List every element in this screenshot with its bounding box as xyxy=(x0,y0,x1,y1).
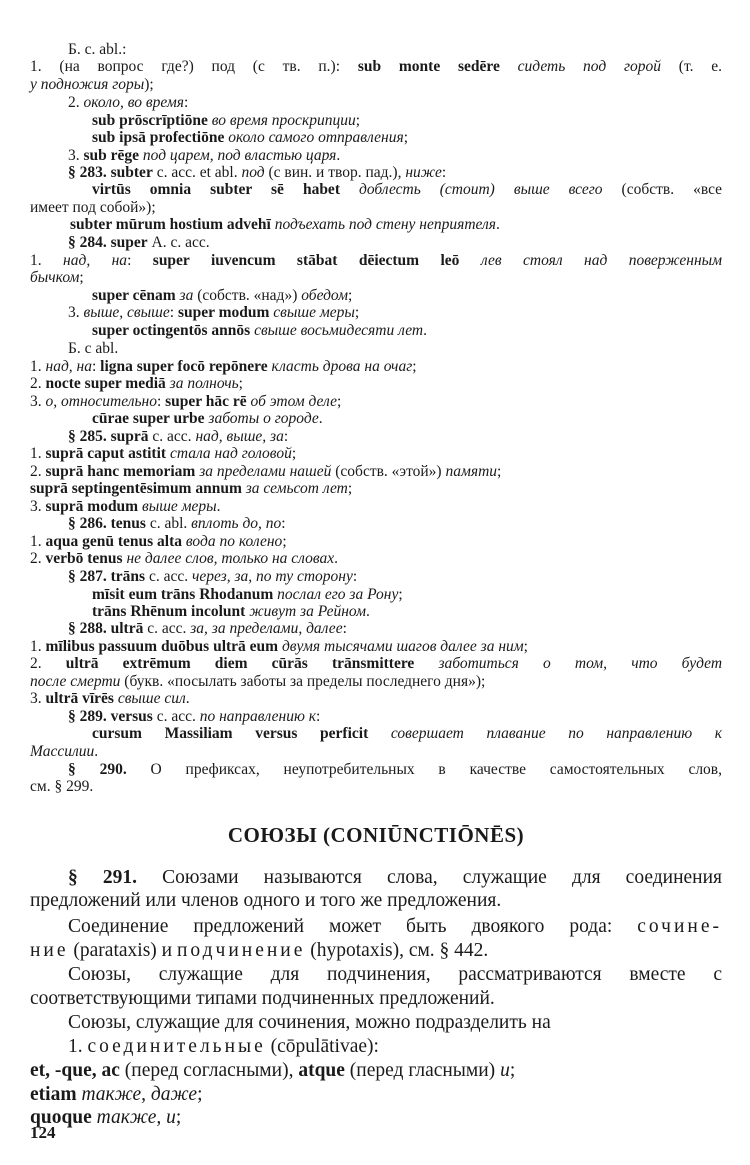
plain-text: Союзы, служащие для сочинения, можно подразделить на xyxy=(68,1012,551,1033)
text-line xyxy=(30,1059,722,1083)
translation-italic: также, и xyxy=(96,1107,176,1128)
translation-italic: доблесть (стоит) выше всего xyxy=(359,181,603,198)
latin-term: suprā modum xyxy=(45,498,139,515)
text-line xyxy=(30,742,722,761)
translation-italic: за семьсот лет xyxy=(245,480,348,497)
plain-text: c. abl. xyxy=(145,515,192,532)
section-title: СОЮЗЫ (CONIŪNCTIŌNĒS) xyxy=(227,823,525,847)
translation-italic: под царем, под властью царя xyxy=(142,147,337,164)
plain-text: 1. xyxy=(30,445,46,462)
plain-text: О префиксах, неупотребительных в качестве самостоятельных слов, xyxy=(126,761,723,778)
plain-text xyxy=(500,58,518,75)
translation-italic: вплоть до, по xyxy=(191,515,282,532)
latin-term: nocte super mediā xyxy=(45,375,166,392)
plain-text: 3. xyxy=(30,690,46,707)
latin-term: subter mūrum hostium advehī xyxy=(70,216,271,233)
text-line xyxy=(70,215,722,234)
text-line xyxy=(68,1035,722,1059)
text-line xyxy=(92,409,722,428)
translation-italic: двумя тысячами шагов далее за ним xyxy=(281,638,524,655)
plain-text: ; xyxy=(398,586,403,603)
latin-term: etiam xyxy=(30,1084,77,1105)
translation-italic: за xyxy=(179,287,194,304)
plain-text xyxy=(340,181,359,198)
spaced-term: сочине- xyxy=(637,916,722,937)
translation-italic: за полночь xyxy=(169,375,239,392)
text-line xyxy=(30,777,722,796)
plain-text: имеет под собой»); xyxy=(30,199,156,216)
text-line xyxy=(92,724,722,743)
text-line xyxy=(68,233,722,252)
text-line xyxy=(30,75,722,94)
book-page xyxy=(30,0,722,1165)
latin-term: super iuvencum stābat dēiectum leō xyxy=(152,252,460,269)
translation-italic: по направлению к xyxy=(199,708,317,725)
latin-term: cūrae super urbe xyxy=(92,410,205,427)
text-line xyxy=(68,303,722,322)
translation-italic: об этом деле xyxy=(250,393,338,410)
text-line xyxy=(30,549,722,568)
plain-text: 2. xyxy=(68,94,84,111)
latin-term: § 286. tenus xyxy=(68,515,146,532)
plain-text: (собств. «все xyxy=(602,181,723,198)
text-line xyxy=(30,374,722,393)
translation-italic: обедом xyxy=(301,287,348,304)
latin-term: super hāc rē xyxy=(165,393,247,410)
plain-text: c. acc. xyxy=(152,708,200,725)
translation-italic: над, на xyxy=(63,252,128,269)
plain-text: : xyxy=(342,620,347,637)
translation-italic: бычком xyxy=(30,269,80,286)
text-line xyxy=(30,689,722,708)
plain-text: Б. с. abl.: xyxy=(68,41,127,58)
plain-text: (parataxis) и xyxy=(68,940,177,961)
plain-text xyxy=(368,725,391,742)
translation-italic: у подножия горы xyxy=(30,76,145,93)
text-line xyxy=(30,889,722,913)
latin-term: § 290. xyxy=(68,761,127,778)
plain-text: . xyxy=(185,690,190,707)
plain-text xyxy=(459,252,480,269)
text-line xyxy=(30,987,722,1011)
latin-term: super modum xyxy=(177,304,270,321)
plain-text: ; xyxy=(347,287,353,304)
latin-term: sub prōscrīptiōne xyxy=(92,112,208,129)
plain-text: : xyxy=(352,568,358,585)
page-number: 124 xyxy=(30,1123,56,1142)
plain-text: ; xyxy=(523,638,528,655)
plain-text: . xyxy=(423,322,427,339)
latin-term: suprā hanc memoriam xyxy=(45,463,196,480)
plain-text: ; xyxy=(355,112,361,129)
translation-italic: свыше восьмидесяти лет xyxy=(254,322,424,339)
plain-text: (т. е. xyxy=(661,58,722,75)
text-line xyxy=(68,567,722,586)
latin-term: sub monte sedēre xyxy=(357,58,500,75)
plain-text: ; xyxy=(337,393,342,410)
latin-term: suprā caput astitit xyxy=(45,445,167,462)
latin-term: § 283. subter xyxy=(68,164,153,181)
translation-italic: над, выше, за xyxy=(195,428,284,445)
plain-text: А. с. acc. xyxy=(147,234,210,251)
translation-italic: после смерти xyxy=(30,673,121,690)
latin-term: atque xyxy=(298,1060,345,1081)
latin-term: § 287. trāns xyxy=(68,568,146,585)
plain-text: . xyxy=(216,498,221,515)
latin-term: quoque xyxy=(30,1107,92,1128)
plain-text: (собств. «над») xyxy=(193,287,302,304)
plain-text: : xyxy=(127,252,153,269)
latin-term: sub rēge xyxy=(83,147,140,164)
spaced-term: ние xyxy=(30,940,69,961)
plain-text: ; xyxy=(291,445,297,462)
translation-italic: памяти xyxy=(445,463,498,480)
plain-text: ; xyxy=(197,1084,203,1105)
plain-text: ; xyxy=(497,463,502,480)
text-line xyxy=(92,128,722,147)
translation-italic: под xyxy=(241,164,265,181)
plain-text: 3. xyxy=(68,304,84,321)
plain-text: (с вин. и твор. пад.), xyxy=(264,164,406,181)
plain-text: (букв. «посылать заботы за пределы последнего дня»); xyxy=(120,673,486,690)
latin-term: § 291. xyxy=(68,867,137,888)
plain-text: Союзами называются слова, служащие для соединения xyxy=(137,867,723,888)
plain-text: Б. с abl. xyxy=(68,340,119,357)
plain-text: 1. (на вопрос где?) под (с тв. п.): xyxy=(30,58,358,75)
latin-term: cursum Massiliam versus perficit xyxy=(92,725,369,742)
latin-term: sub ipsā profectiōne xyxy=(92,129,225,146)
plain-text: (перед согласными), xyxy=(119,1060,299,1081)
translation-italic: около, во время xyxy=(83,94,184,111)
plain-text: 1. xyxy=(68,1036,88,1057)
text-line xyxy=(92,180,722,199)
translation-italic: около самого отправления xyxy=(228,129,404,146)
plain-text: Союзы, служащие для подчинения, рассматриваются вместе с xyxy=(68,964,722,985)
plain-text: c. acc. et abl. xyxy=(152,164,242,181)
latin-term: § 288. ultrā xyxy=(68,620,144,637)
latin-term: suprā septingentēsimum annum xyxy=(30,480,242,497)
plain-text: . xyxy=(318,410,323,427)
plain-text: : xyxy=(91,358,101,375)
translation-italic: выше, свыше xyxy=(83,304,170,321)
translation-italic: за, за пределами, далее xyxy=(190,620,343,637)
plain-text: . xyxy=(336,147,341,164)
plain-text: ; xyxy=(238,375,243,392)
plain-text: : xyxy=(183,94,189,111)
plain-text: ; xyxy=(412,358,417,375)
plain-text: ; xyxy=(354,304,360,321)
plain-text xyxy=(414,655,438,672)
plain-text: ; xyxy=(282,533,287,550)
translation-italic: ниже xyxy=(405,164,442,181)
plain-text: 1. xyxy=(30,638,46,655)
text-line xyxy=(68,514,722,533)
plain-text: см. § 299. xyxy=(30,778,94,795)
plain-text: . xyxy=(334,550,338,567)
translation-italic: свыше сил xyxy=(117,690,186,707)
plain-text: : xyxy=(316,708,321,725)
plain-text: (cōpulātivae): xyxy=(265,1036,379,1057)
plain-text: (hypotaxis), см. § 442. xyxy=(305,940,489,961)
plain-text: c. acc. xyxy=(148,428,196,445)
plain-text: 2. xyxy=(30,655,66,672)
latin-term: mīsit eum trāns Rhodanum xyxy=(92,586,274,603)
plain-text: 1. xyxy=(30,252,64,269)
plain-text: ; xyxy=(175,1107,182,1128)
translation-italic: сидеть под горой xyxy=(517,58,662,75)
translation-italic: подъехать под стену неприятеля xyxy=(274,216,496,233)
latin-term: super cēnam xyxy=(92,287,176,304)
plain-text: 1. xyxy=(30,533,46,550)
text-line xyxy=(30,444,722,463)
plain-text: c. acc. xyxy=(143,620,191,637)
plain-text: 3. xyxy=(30,498,46,515)
plain-text: ; xyxy=(347,480,353,497)
plain-text: 1. xyxy=(30,358,46,375)
plain-text: (перед гласными) xyxy=(344,1060,501,1081)
latin-term: § 285. suprā xyxy=(68,428,149,445)
translation-italic: послал его за Рону xyxy=(277,586,399,603)
translation-italic: свыше меры xyxy=(273,304,355,321)
latin-term: § 284. super xyxy=(68,234,148,251)
translation-italic: во время проскрипции xyxy=(211,112,356,129)
plain-text: 2. xyxy=(30,375,46,392)
plain-text: предложений или членов одного и того же предложения. xyxy=(30,890,502,911)
plain-text: ; xyxy=(509,1060,516,1081)
plain-text: 3. xyxy=(68,147,84,164)
text-line xyxy=(30,654,722,673)
plain-text: : xyxy=(283,428,289,445)
translation-italic: также, даже xyxy=(81,1084,198,1105)
plain-text: ; xyxy=(403,129,409,146)
plain-text: . xyxy=(365,603,370,620)
plain-text: : xyxy=(156,393,166,410)
translation-italic: живут за Рейном xyxy=(249,603,366,620)
text-line xyxy=(68,339,722,358)
translation-italic: выше меры xyxy=(141,498,217,515)
plain-text: 2. xyxy=(30,463,46,480)
plain-text: ); xyxy=(144,76,154,93)
text-line xyxy=(68,866,722,890)
latin-term: virtūs omnia subter sē habet xyxy=(92,181,340,198)
translation-italic: не далее слов, только на словах xyxy=(126,550,335,567)
plain-text: . xyxy=(495,216,500,233)
translation-italic: стала над головой xyxy=(169,445,292,462)
plain-text: ; xyxy=(79,269,84,286)
text-line xyxy=(68,93,722,112)
translation-italic: совершает плавание по направлению к xyxy=(390,725,723,742)
text-line xyxy=(30,268,722,287)
plain-text: Соединение предложений может быть двоякого рода: xyxy=(68,916,638,937)
text-line xyxy=(30,57,722,76)
latin-term: § 289. versus xyxy=(68,708,153,725)
spaced-term: подчинение xyxy=(176,940,306,961)
plain-text: . xyxy=(94,743,99,760)
translation-italic: через, за, по ту сторону xyxy=(191,568,353,585)
translation-italic: Массилии xyxy=(30,743,95,760)
latin-term: aqua genū tenus alta xyxy=(45,533,183,550)
plain-text: 2. xyxy=(30,550,46,567)
latin-term: super octingentōs annōs xyxy=(92,322,251,339)
latin-term: et, -que, ac xyxy=(30,1060,120,1081)
plain-text: : xyxy=(281,515,286,532)
plain-text: соответствующими типами подчиненных предложений. xyxy=(30,988,495,1009)
text-line xyxy=(30,1083,722,1107)
latin-term: verbō tenus xyxy=(45,550,123,567)
text-line xyxy=(68,963,722,987)
plain-text: 3. xyxy=(30,393,46,410)
plain-text: (собств. «этой») xyxy=(331,463,446,480)
translation-italic: о, относительно xyxy=(45,393,157,410)
translation-italic: заботы о городе xyxy=(208,410,319,427)
spaced-term: соединительные xyxy=(87,1036,266,1057)
plain-text: : xyxy=(441,164,447,181)
latin-term: ultrā vīrēs xyxy=(45,690,114,707)
text-line xyxy=(30,479,722,498)
translation-italic: за пределами нашей xyxy=(199,463,332,480)
translation-italic: над, на xyxy=(45,358,92,375)
latin-term: trāns Rhēnum incolunt xyxy=(92,603,246,620)
translation-italic: заботиться о том, что будет xyxy=(438,655,723,672)
translation-italic: вода по колено xyxy=(185,533,283,550)
translation-italic: класть дрова на очаг xyxy=(271,358,413,375)
text-line xyxy=(30,1106,722,1130)
latin-term: ultrā extrēmum diem cūrās trānsmittere xyxy=(65,655,415,672)
latin-term: mīlibus passuum duōbus ultrā eum xyxy=(45,638,279,655)
latin-term: ligna super focō repōnere xyxy=(100,358,268,375)
text-line xyxy=(30,939,722,963)
plain-text: c. acc. xyxy=(145,568,192,585)
text-line xyxy=(68,915,722,939)
translation-italic: лев стоял над поверженным xyxy=(480,252,723,269)
text-line xyxy=(92,321,722,340)
plain-text: : xyxy=(169,304,178,321)
translation-italic: и xyxy=(500,1060,510,1081)
text-line xyxy=(68,1011,722,1035)
text-line xyxy=(68,619,722,638)
